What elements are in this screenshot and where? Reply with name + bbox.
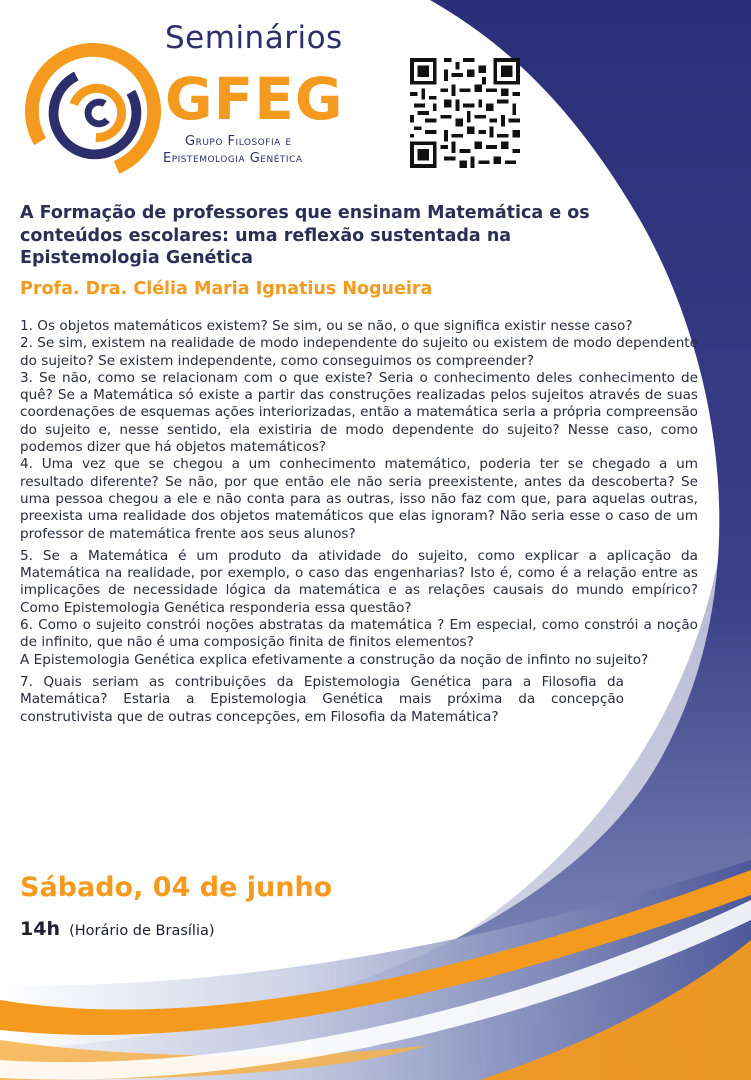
question-item: 4. Uma vez que se chegou a um conhecimento matemático, poderia ter se chegado a um resultado diferente? Se não, por que então ele não seria preexistente, antes da descoberta? Se uma pessoa chegou a ele e não conta para as outras, isso não faz com que, para aquelas outras, preexista uma realidade dos objetos matemáticos que elas ignoram? Não seria esse o caso de um professor de matemática frente aos seus alunos? xyxy=(20,456,698,542)
talk-title: A Formação de professores que ensinam Matemática e os conteúdos escolares: uma reflexão sustentada na Epistemologia Genética xyxy=(20,203,590,268)
question-item: 5. Se a Matemática é um produto da atividade do sujeito, como explicar a aplicação da Matemática na realidade, por exemplo, o caso das engenharias? Isto é, como é a relação entre as implicações de necessidade lógica da matemática e as relações causais do mundo empírico? Como Epistemologia Genética responderia essa questão? xyxy=(20,547,698,616)
question-item: 2. Se sim, existem na realidade de modo independente do sujeito ou existem de modo dependente do sujeito? Se existem independente, como conseguimos os compreender? xyxy=(20,335,698,369)
question-item: 3. Se não, como se relacionam com o que existe? Seria o conhecimento deles conhecimento de quê? Se a Matemática só existe a partir das construções realizadas pelos sujeitos através de suas coordenações de esquemas ações interiorizadas, então a matemática seria a própria compreensão do sujeito e, nesse sentido, ela existiria de modo dependente do sujeito? Nesse caso, como podemos dizer que há objetos matemáticos? xyxy=(20,369,698,456)
brand-subtitle-line1: Grupo Filosofia e xyxy=(185,134,292,149)
question-item: 6. Como o sujeito constrói noções abstratas da matemática ? Em especial, como constrói a noção de infinito, que não é uma composição finita de finitos elementos? xyxy=(20,617,698,651)
question-item: A Epistemologia Genética explica efetivamente a construção da noção de infinto no sujeito? xyxy=(20,651,649,668)
question-item: 7. Quais seriam as contribuições da Epistemologia Genética para a Filosofia da Matemática? Estaria a Epistemologia Genética mais próxima da concepção construtivista que de outras concepções, em Filosofia da Matemática? xyxy=(20,673,624,725)
question-item: 1. Os objetos matemáticos existem? Se sim, ou se não, o que significa existir nesse caso? xyxy=(20,318,633,334)
brand-acronym: GFEG xyxy=(165,65,344,133)
event-time-row xyxy=(20,918,215,940)
spiral-logo-icon xyxy=(24,42,162,180)
event-time: 14h xyxy=(20,918,60,940)
seminar-series-label: Seminários xyxy=(165,20,343,56)
questions-list xyxy=(20,318,698,726)
event-timezone-note: (Horário de Brasília) xyxy=(69,923,215,939)
brand-subtitle-line2: Epistemologia Genética xyxy=(163,151,303,166)
event-date: Sábado, 04 de junho xyxy=(20,872,333,903)
speaker-name: Profa. Dra. Clélia Maria Ignatius Nogueira xyxy=(20,279,433,299)
qr-code-icon[interactable] xyxy=(410,58,520,168)
